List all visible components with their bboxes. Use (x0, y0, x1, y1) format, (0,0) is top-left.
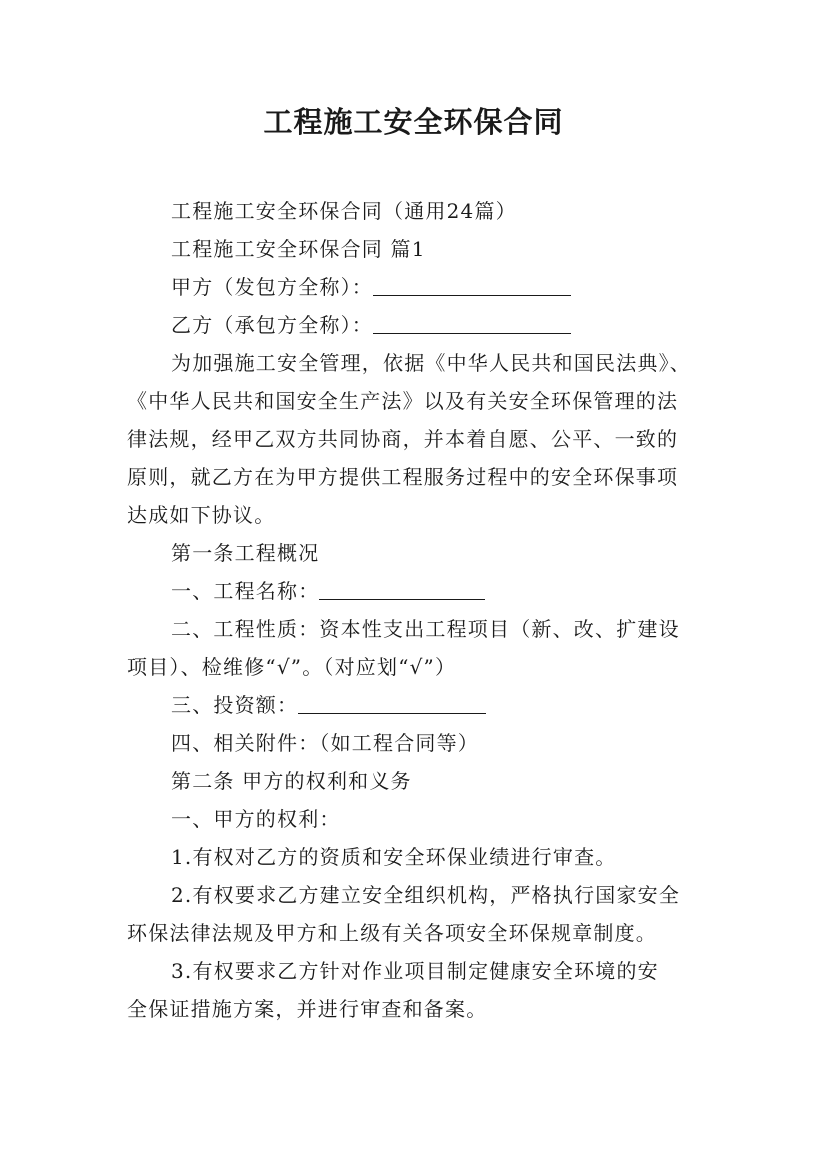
text-line (127, 306, 705, 344)
text-line (127, 496, 705, 534)
text-line (127, 458, 705, 496)
text-line-content: 环保法律法规及甲方和上级有关各项安全环保规章制度。 (127, 921, 657, 945)
text-line-content: 《中华人民共和国安全生产法》以及有关安全环保管理的法 (127, 389, 679, 413)
text-line-content: 甲方（发包方全称）： (171, 275, 373, 299)
text-line-content: 工程施工安全环保合同 篇1 (171, 237, 426, 261)
text-line-content: 原则，就乙方在为甲方提供工程服务过程中的安全环保事项 (127, 465, 679, 489)
text-line (127, 344, 705, 382)
text-line (127, 192, 705, 230)
text-line-content: 第一条工程概况 (171, 541, 320, 565)
fill-in-blank (373, 309, 571, 334)
fill-in-blank (298, 689, 486, 714)
text-line-content: 达成如下协议。 (127, 503, 276, 527)
text-line (127, 572, 705, 610)
text-line-content: 二、工程性质：资本性支出工程项目（新、改、扩建设 (171, 617, 680, 641)
text-line (127, 610, 705, 648)
text-line (127, 914, 705, 952)
text-line (127, 990, 705, 1028)
text-line (127, 952, 705, 990)
text-line-content: 乙方（承包方全称）： (171, 313, 373, 337)
text-line (127, 230, 705, 268)
fill-in-blank (319, 575, 485, 600)
text-line-content: 1.有权对乙方的资质和安全环保业绩进行审查。 (171, 845, 617, 869)
text-line (127, 800, 705, 838)
text-line-content: 律法规，经甲乙双方共同协商，并本着自愿、公平、一致的 (127, 427, 679, 451)
text-line (127, 648, 705, 686)
text-line (127, 420, 705, 458)
text-line (127, 876, 705, 914)
text-line (127, 534, 705, 572)
text-line-content: 一、工程名称： (171, 579, 320, 603)
text-line-content: 一、甲方的权利： (171, 807, 341, 831)
text-line (127, 686, 705, 724)
text-line (127, 724, 705, 762)
text-line-content: 项目）、检维修“√”。（对应划“√”） (127, 655, 457, 679)
text-line-content: 三、投资额： (171, 693, 299, 717)
document-body (127, 192, 705, 1028)
text-line-content: 工程施工安全环保合同（通用24篇） (171, 199, 517, 223)
text-line (127, 838, 705, 876)
fill-in-blank (373, 271, 571, 296)
text-line-content: 全保证措施方案，并进行审查和备案。 (127, 997, 488, 1021)
text-line-content: 四、相关附件：（如工程合同等） (171, 731, 479, 755)
text-line (127, 382, 705, 420)
document-title: 工程施工安全环保合同 (263, 105, 564, 139)
text-line-content: 第二条 甲方的权利和义务 (171, 769, 412, 793)
text-line (127, 762, 705, 800)
text-line-content: 2.有权要求乙方建立安全组织机构，严格执行国家安全 (171, 883, 681, 907)
text-line-content: 3.有权要求乙方针对作业项目制定健康安全环境的安 (171, 959, 659, 983)
text-line-content: 为加强施工安全管理，依据《中华人民共和国民法典》、 (171, 351, 691, 375)
text-line (127, 268, 705, 306)
